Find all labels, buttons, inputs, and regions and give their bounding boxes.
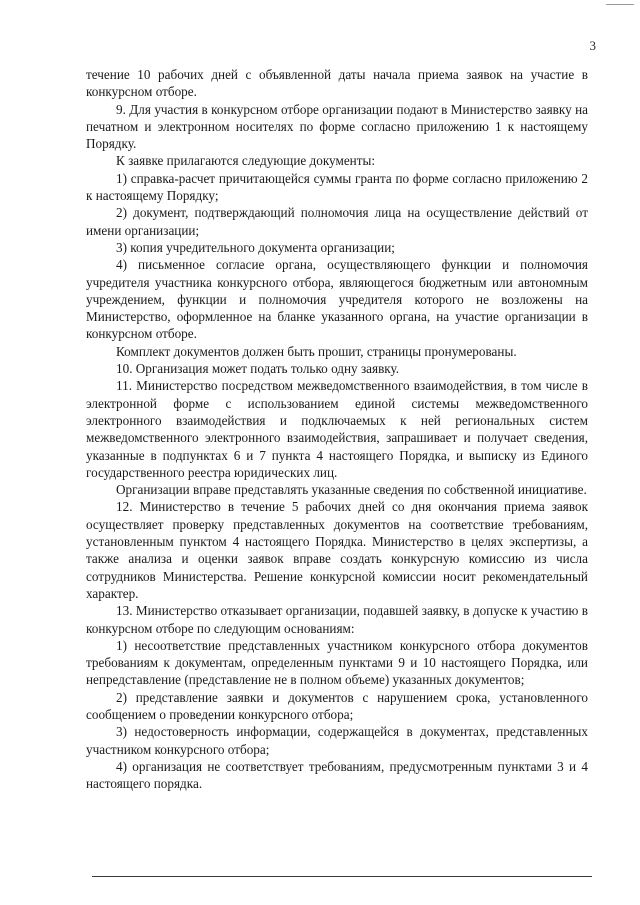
list-item-4: 4) письменное согласие органа, осуществляющего функции и полномочия учредителя участника конкурсного отбора, являющегося бюджетным или автономным учреждением, функции и полномочия учредителя которого не возложены на Министерство, оформленное на бланке указанного органа, на участие организации в конкурсном отборе.: [86, 257, 588, 342]
corner-mark: [606, 4, 634, 5]
list-item-2: 2) документ, подтверждающий полномочия лица на осуществление действий от имени организации;: [86, 205, 588, 238]
paragraph-own-initiative: Организации вправе представлять указанные сведения по собственной инициативе.: [116, 482, 587, 498]
refusal-ground-2: 2) представление заявки и документов с нарушением срока, установленного сообщением о проведении конкурсного отбора;: [86, 689, 588, 722]
paragraph-attachments-intro: К заявке прилагаются следующие документы:: [116, 153, 376, 169]
refusal-ground-4: 4) организация не соответствует требованиям, предусмотренным пунктами 3 и 4 настоящего порядка.: [86, 758, 588, 792]
paragraph-9: 9. Для участия в конкурсном отборе организации подают в Министерство заявку на печатном и электронном носителях по форме согласно приложению 1 к настоящему Порядку.: [86, 101, 588, 152]
refusal-ground-3: 3) недостоверность информации, содержащейся в документах, представленных участником конкурсного отбора;: [86, 724, 588, 757]
paragraph-package-note: Комплект документов должен быть прошит, страницы пронумерованы.: [116, 343, 517, 359]
paragraph-continuation: течение 10 рабочих дней с объявленной даты начала приема заявок на участие в конкурсном отборе.: [86, 67, 588, 100]
paragraph-13: 13. Министерство отказывает организации, подавшей заявку, в допуске к участию в конкурсном отборе по следующим основаниям:: [86, 603, 588, 636]
page-number: 3: [589, 38, 596, 53]
list-item-1: 1) справка-расчет причитающейся суммы гранта по форме согласно приложению 2 к настоящему Порядку;: [86, 170, 588, 204]
paragraph-12: 12. Министерство в течение 5 рабочих дней со дня окончания приема заявок осуществляет проверку представленных документов на соответствие требованиям, установленным пунктом 4 настоящего Порядка. Министерство в целях экспертизы, а также анализа и оценки заявок вправе создать конкурсную комиссию из числа сотрудников Министерства. Решение конкурсной комиссии носит рекомендательный характер.: [86, 499, 588, 601]
list-item-3: 3) копия учредительного документа организации;: [116, 239, 395, 255]
refusal-ground-1: 1) несоответствие представленных участником конкурсного отбора документов требованиям к документам, определенным пунктами 9 и 10 настоящего Порядка, или непредставление (представление не в полном объеме) указанных документов;: [86, 637, 588, 688]
document-body: [86, 66, 588, 792]
bottom-rule: [92, 876, 592, 877]
paragraph-10: 10. Организация может подать только одну заявку.: [116, 361, 400, 377]
paragraph-11: 11. Министерство посредством межведомственного взаимодействия, в том числе в электронной форме с использованием единой системы межведомственного электронного взаимодействия и подключаемых к ней региональных систем межведомственного электронного взаимодействия, запрашивает и получает сведения, указанные в подпунктах 6 и 7 пункта 4 настоящего Порядка, и выписку из Единого государственного реестра юридических лиц.: [86, 378, 588, 480]
